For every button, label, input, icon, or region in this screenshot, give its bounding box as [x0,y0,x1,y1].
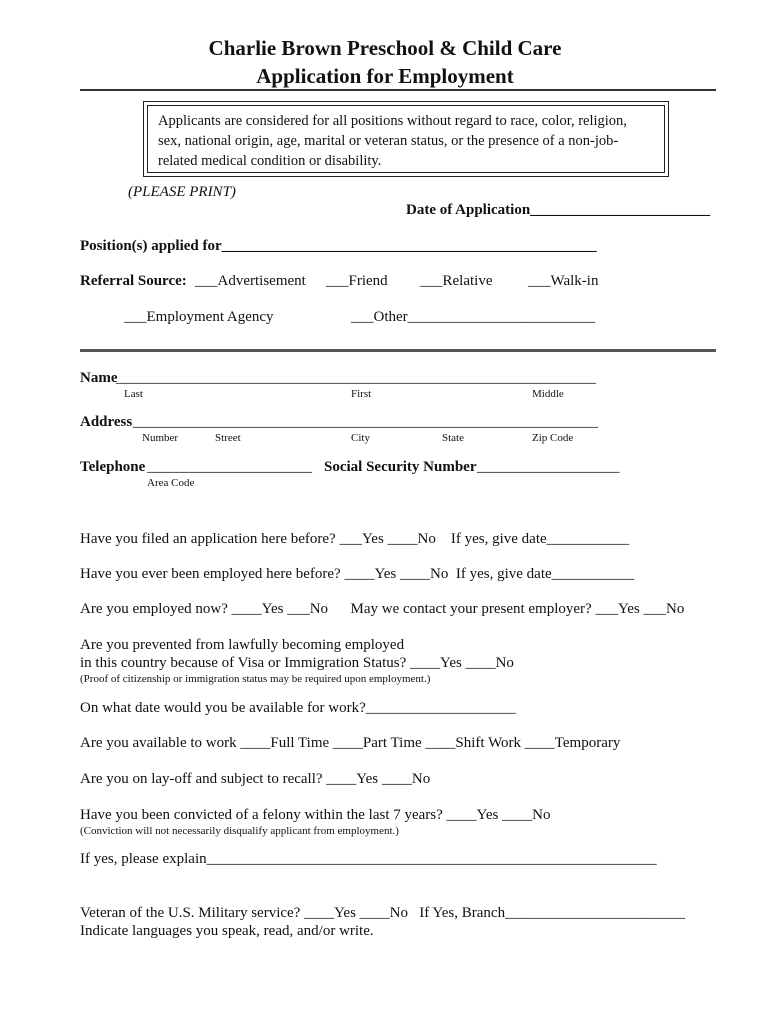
referral-source-label: Referral Source: [80,273,187,289]
address-city-caption: City [351,432,370,444]
address-street-caption: Street [215,432,241,444]
question-prevented-line2[interactable]: in this country because of Visa or Immigration Status? ____Yes ____No [80,655,514,671]
address-state-caption: State [442,432,464,444]
ssn-field[interactable]: ___________________ [477,459,620,475]
notice-line: sex, national origin, age, marital or veteran status, or the presence of a non-job- [158,133,619,149]
positions-applied-field[interactable]: Position(s) applied for__________________________________________________ [80,238,597,254]
question-prevented-line1: Are you prevented from lawfully becoming employed [80,637,405,653]
question-available-date[interactable]: On what date would you be available for work?____________________ [80,700,516,716]
area-code-caption: Area Code [147,477,195,489]
question-employed-now[interactable]: Are you employed now? ____Yes ___No May we contact your present employer? ___Yes ___No [80,601,685,617]
question-employed-before[interactable]: Have you ever been employed here before? ____Yes ____No If yes, give date___________ [80,566,635,582]
equal-opportunity-notice [143,101,669,177]
address-zip-caption: Zip Code [532,432,574,444]
header-divider [80,89,716,91]
notice-line: related medical condition or disability. [158,153,382,169]
name-last-caption: Last [124,388,143,400]
question-layoff[interactable]: Are you on lay-off and subject to recall? ____Yes ____No [80,771,431,787]
referral-friend-option[interactable]: ___Friend [326,273,388,289]
felony-disclaimer-note: (Conviction will not necessarily disqualify applicant from employment.) [80,825,399,837]
telephone-label: Telephone [80,459,146,475]
address-field[interactable]: ______________________________________________________________ [133,414,598,430]
name-field[interactable]: ________________________________________________________________ [116,370,596,386]
question-filed-before[interactable]: Have you filed an application here before? ___Yes ____No If yes, give date___________ [80,531,630,547]
address-number-caption: Number [142,432,179,444]
referral-other-option[interactable]: ___Other_________________________ [351,309,596,325]
form-subtitle: Application for Employment [256,64,514,88]
immigration-proof-note: (Proof of citizenship or immigration status may be required upon employment.) [80,673,431,685]
question-felony[interactable]: Have you been convicted of a felony within the last 7 years? ____Yes ____No [80,807,551,823]
date-of-application-field[interactable]: Date of Application________________________ [406,202,711,218]
please-print-note: (PLEASE PRINT) [128,184,236,200]
question-veteran[interactable]: Veteran of the U.S. Military service? ____Yes ____No If Yes, Branch________________________ [80,905,686,921]
referral-relative-option[interactable]: ___Relative [420,273,493,289]
referral-advertisement-option[interactable]: ___Advertisement [195,273,306,289]
languages-prompt: Indicate languages you speak, read, and/or write. [80,923,374,939]
ssn-label: Social Security Number [324,459,477,475]
question-available-type[interactable]: Are you available to work ____Full Time ____Part Time ____Shift Work ____Temporary [80,735,621,751]
name-label: Name [80,370,118,386]
section-divider [80,349,716,352]
referral-employment-agency-option[interactable]: ___Employment Agency [124,309,274,325]
form-title: Charlie Brown Preschool & Child Care [208,36,562,60]
name-first-caption: First [351,388,372,400]
notice-line: Applicants are considered for all positions without regard to race, color, religion, [158,113,627,129]
telephone-field[interactable]: ______________________ [147,459,312,475]
referral-walk-in-option[interactable]: ___Walk-in [528,273,599,289]
explain-field[interactable]: If yes, please explain____________________________________________________________ [80,851,657,867]
address-label: Address [80,414,133,430]
name-middle-caption: Middle [532,388,564,400]
